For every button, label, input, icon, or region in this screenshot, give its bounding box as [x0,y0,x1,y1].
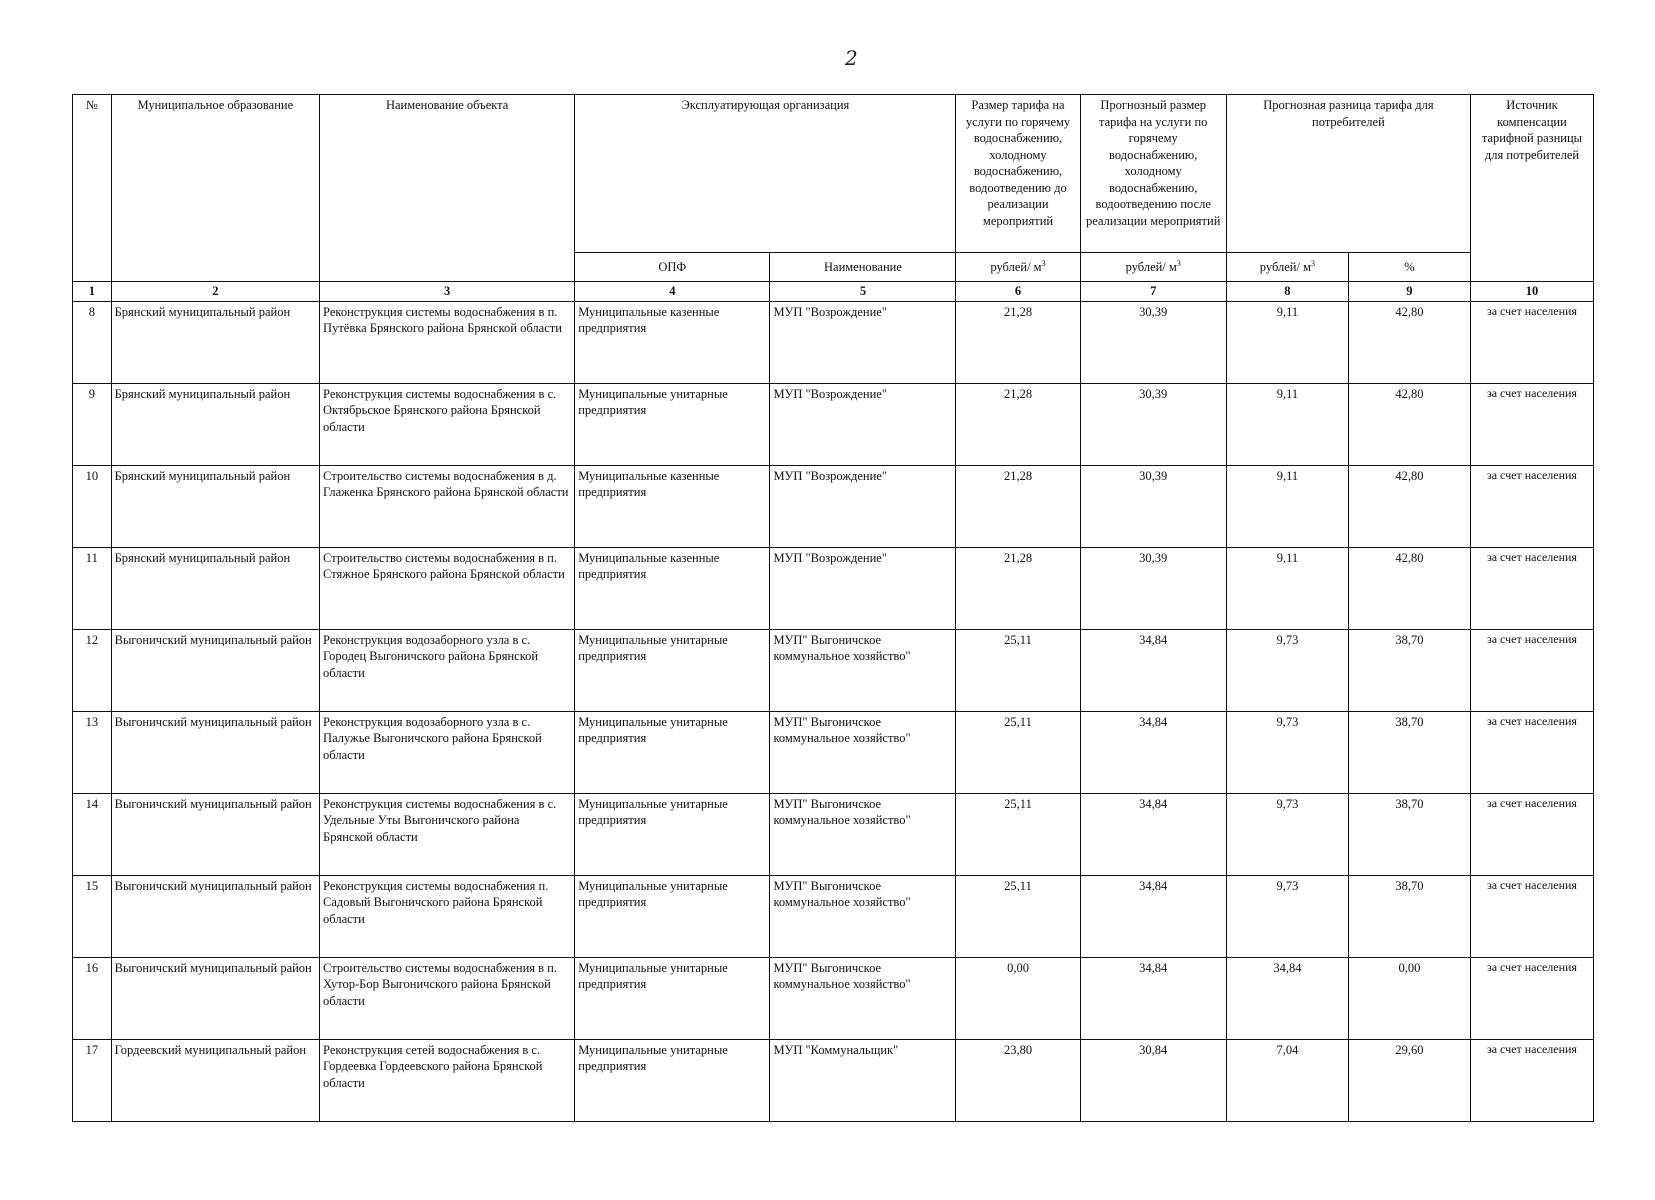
header-unit-before: рублей/ $м^3$ [956,253,1080,282]
cell-tariff-after: 30,39 [1080,301,1226,383]
cell-tariff-after: 30,39 [1080,383,1226,465]
cell-tariff-before: 25,11 [956,711,1080,793]
cell-num: 13 [73,711,112,793]
cell-source: за счет населения [1470,629,1593,711]
cell-tariff-before: 0,00 [956,957,1080,1039]
column-number: 4 [575,282,770,302]
cell-source: за счет населения [1470,1039,1593,1121]
table-row [73,875,1594,957]
cell-diff-pct: 29,60 [1348,1039,1470,1121]
cell-tariff-before: 23,80 [956,1039,1080,1121]
cell-object: Реконструкция системы водоснабжения в с. Удельные Уты Выгоничского района Брянской области [320,793,575,875]
header-unit-after: рублей/ $м^3$ [1080,253,1226,282]
cell-source: за счет населения [1470,301,1593,383]
table-row [73,711,1594,793]
column-number-row [73,282,1594,302]
cell-diff-rub: 9,11 [1226,301,1348,383]
column-number: 8 [1226,282,1348,302]
header-unit-diff: рублей/ $м^3$ [1226,253,1348,282]
cell-num: 15 [73,875,112,957]
cell-municipality: Выгоничский муниципальный район [111,711,319,793]
cell-object: Реконструкция системы водоснабжения п. Садовый Выгоничского района Брянской области [320,875,575,957]
header-operator: Эксплуатирующая организация [575,95,956,253]
page-number: 2 [845,46,858,70]
cell-municipality: Выгоничский муниципальный район [111,793,319,875]
cell-tariff-before: 25,11 [956,793,1080,875]
column-number: 9 [1348,282,1470,302]
header-name: Наименование [770,253,956,282]
cell-tariff-after: 34,84 [1080,793,1226,875]
cell-name: МУП" Выгоничское коммунальное хозяйство" [770,711,956,793]
cell-diff-rub: 9,11 [1226,547,1348,629]
cell-source: за счет населения [1470,793,1593,875]
column-number: 5 [770,282,956,302]
header-municipality: Муниципальное образование [111,95,319,282]
header-unit-pct: % [1348,253,1470,282]
cell-source: за счет населения [1470,383,1593,465]
cell-diff-rub: 9,73 [1226,875,1348,957]
cell-source: за счет населения [1470,465,1593,547]
header-tariff-before: Размер тарифа на услуги по горячему водоснабжению, холодному водоснабжению, водоотведению до реализации мероприятий [956,95,1080,253]
header-row-main [73,95,1594,253]
cell-opf: Муниципальные казенные предприятия [575,547,770,629]
table-row [73,547,1594,629]
cell-num: 16 [73,957,112,1039]
cell-name: МУП" Выгоничское коммунальное хозяйство" [770,629,956,711]
table-row [73,383,1594,465]
cell-diff-pct: 38,70 [1348,629,1470,711]
cell-municipality: Выгоничский муниципальный район [111,629,319,711]
cell-diff-pct: 42,80 [1348,465,1470,547]
cell-object: Реконструкция сетей водоснабжения в с. Гордеевка Гордеевского района Брянской области [320,1039,575,1121]
cell-name: МУП" Выгоничское коммунальное хозяйство" [770,875,956,957]
table-row [73,629,1594,711]
header-num: № [73,95,112,282]
cell-tariff-after: 34,84 [1080,629,1226,711]
column-number: 10 [1470,282,1593,302]
cell-opf: Муниципальные унитарные предприятия [575,711,770,793]
cell-diff-rub: 7,04 [1226,1039,1348,1121]
cell-municipality: Брянский муниципальный район [111,547,319,629]
cell-tariff-before: 25,11 [956,629,1080,711]
cell-diff-pct: 42,80 [1348,547,1470,629]
cell-source: за счет населения [1470,711,1593,793]
cell-object: Реконструкция системы водоснабжения в с. Октябрьское Брянского района Брянской области [320,383,575,465]
cell-diff-rub: 9,11 [1226,465,1348,547]
cell-tariff-after: 34,84 [1080,711,1226,793]
cell-diff-rub: 9,11 [1226,383,1348,465]
table-row [73,957,1594,1039]
cell-municipality: Гордеевский муниципальный район [111,1039,319,1121]
cell-name: МУП" Выгоничское коммунальное хозяйство" [770,793,956,875]
header-opf: ОПФ [575,253,770,282]
cell-object: Реконструкция водозаборного узла в с. Городец Выгоничского района Брянской области [320,629,575,711]
cell-municipality: Брянский муниципальный район [111,383,319,465]
cell-opf: Муниципальные унитарные предприятия [575,383,770,465]
cell-num: 14 [73,793,112,875]
table-row [73,1039,1594,1121]
cell-diff-rub: 9,73 [1226,711,1348,793]
table-row [73,465,1594,547]
column-number: 6 [956,282,1080,302]
cell-tariff-after: 30,39 [1080,465,1226,547]
cell-opf: Муниципальные унитарные предприятия [575,629,770,711]
cell-municipality: Брянский муниципальный район [111,301,319,383]
cell-name: МУП "Возрождение" [770,465,956,547]
header-object: Наименование объекта [320,95,575,282]
header-source: Источник компенсации тарифной разницы для потребителей [1470,95,1593,282]
cell-municipality: Брянский муниципальный район [111,465,319,547]
cell-diff-rub: 34,84 [1226,957,1348,1039]
column-number: 3 [320,282,575,302]
cell-diff-pct: 42,80 [1348,301,1470,383]
cell-diff-pct: 42,80 [1348,383,1470,465]
cell-diff-pct: 38,70 [1348,875,1470,957]
cell-source: за счет населения [1470,957,1593,1039]
cell-opf: Муниципальные казенные предприятия [575,301,770,383]
column-number: 7 [1080,282,1226,302]
cell-object: Строительство системы водоснабжения в п. Хутор-Бор Выгоничского района Брянской области [320,957,575,1039]
cell-municipality: Выгоничский муниципальный район [111,875,319,957]
cell-tariff-before: 21,28 [956,383,1080,465]
cell-opf: Муниципальные унитарные предприятия [575,793,770,875]
cell-tariff-after: 34,84 [1080,957,1226,1039]
cell-name: МУП "Коммунальщик" [770,1039,956,1121]
cell-tariff-before: 21,28 [956,301,1080,383]
cell-diff-pct: 38,70 [1348,711,1470,793]
cell-object: Строительство системы водоснабжения в п. Стяжное Брянского района Брянской области [320,547,575,629]
cell-diff-pct: 38,70 [1348,793,1470,875]
tariff-table [72,94,1594,1122]
cell-num: 8 [73,301,112,383]
cell-num: 9 [73,383,112,465]
cell-source: за счет населения [1470,547,1593,629]
cell-name: МУП "Возрождение" [770,547,956,629]
cell-tariff-after: 34,84 [1080,875,1226,957]
cell-num: 12 [73,629,112,711]
cell-diff-rub: 9,73 [1226,629,1348,711]
cell-opf: Муниципальные казенные предприятия [575,465,770,547]
cell-municipality: Выгоничский муниципальный район [111,957,319,1039]
cell-num: 10 [73,465,112,547]
column-number: 1 [73,282,112,302]
column-number: 2 [111,282,319,302]
cell-opf: Муниципальные унитарные предприятия [575,875,770,957]
cell-tariff-before: 25,11 [956,875,1080,957]
header-tariff-after: Прогнозный размер тарифа на услуги по горячему водоснабжению, холодному водоснабжению, водоотведению после реализации мероприятий [1080,95,1226,253]
cell-name: МУП "Возрождение" [770,301,956,383]
header-difference: Прогнозная разница тарифа для потребителей [1226,95,1470,253]
cell-opf: Муниципальные унитарные предприятия [575,957,770,1039]
cell-diff-rub: 9,73 [1226,793,1348,875]
table-row [73,301,1594,383]
table-row [73,793,1594,875]
cell-opf: Муниципальные унитарные предприятия [575,1039,770,1121]
cell-num: 11 [73,547,112,629]
cell-tariff-after: 30,39 [1080,547,1226,629]
cell-object: Реконструкция водозаборного узла в с. Палужье Выгоничского района Брянской области [320,711,575,793]
cell-num: 17 [73,1039,112,1121]
cell-tariff-before: 21,28 [956,465,1080,547]
cell-source: за счет населения [1470,875,1593,957]
cell-tariff-after: 30,84 [1080,1039,1226,1121]
cell-tariff-before: 21,28 [956,547,1080,629]
cell-diff-pct: 0,00 [1348,957,1470,1039]
cell-object: Строительство системы водоснабжения в д. Глаженка Брянского района Брянской области [320,465,575,547]
cell-object: Реконструкция системы водоснабжения в п. Путёвка Брянского района Брянской области [320,301,575,383]
cell-name: МУП" Выгоничское коммунальное хозяйство" [770,957,956,1039]
cell-name: МУП "Возрождение" [770,383,956,465]
